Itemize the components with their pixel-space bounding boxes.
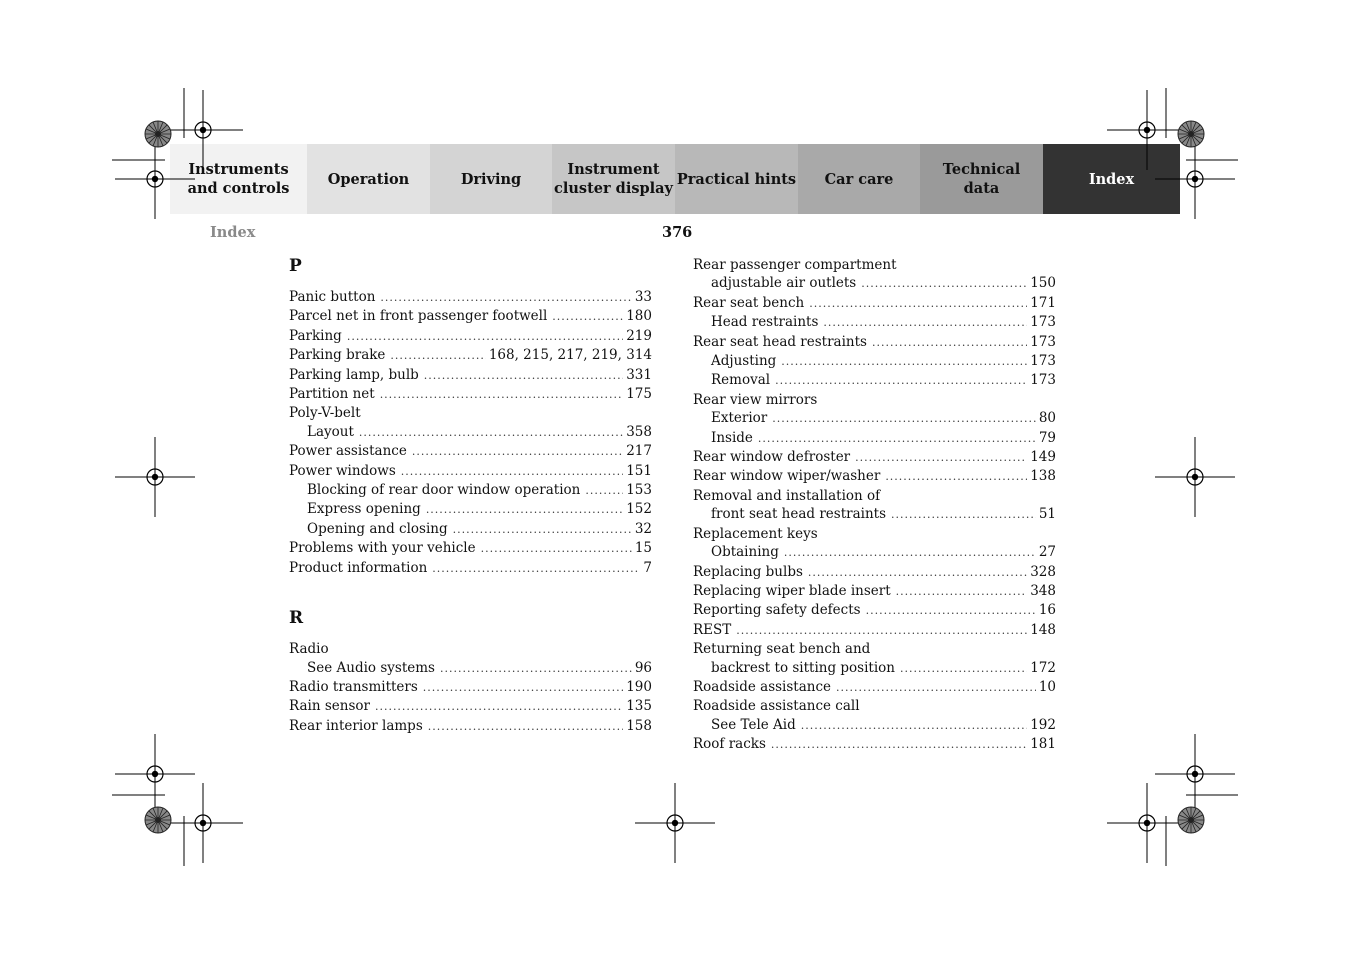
registration-mark-icon	[1155, 437, 1235, 517]
page-ref: 32	[634, 520, 652, 537]
page-ref: 219	[626, 327, 652, 344]
page-ref: 150	[1030, 275, 1056, 292]
tab-operation[interactable]: Operation	[307, 144, 430, 214]
page-ref: 135	[626, 698, 652, 715]
page-ref: 173	[1030, 314, 1056, 331]
page-ref: 158	[626, 717, 652, 734]
page-ref: 192	[1030, 716, 1056, 733]
entry-label: adjustable air outlets	[711, 275, 857, 292]
page-ref: 358	[626, 423, 652, 440]
entry-label: Radio transmitters	[289, 678, 418, 695]
index-group-heading: Returning seat bench and	[693, 641, 871, 658]
registration-mark-icon	[163, 783, 243, 863]
tab-technical-data[interactable]: Technical data	[920, 144, 1043, 214]
registration-mark-icon	[115, 139, 195, 219]
entry-label: REST	[693, 621, 732, 638]
entry-label: Obtaining	[711, 544, 779, 561]
entry-label: Problems with your vehicle	[289, 540, 476, 557]
index-group-heading: Poly-V-belt	[289, 405, 361, 422]
page-ref: 16	[1038, 602, 1056, 619]
page-ref: 181	[1030, 736, 1056, 753]
color-rosette-icon	[145, 121, 171, 147]
page-ref: 173	[1030, 372, 1056, 389]
page-ref: 180	[626, 308, 652, 325]
page-ref: 348	[1030, 582, 1056, 599]
page-ref: 138	[1030, 468, 1056, 485]
page-ref: 171	[1030, 294, 1056, 311]
registration-mark-icon	[1107, 783, 1187, 863]
entry-label: Rear seat bench	[693, 294, 805, 311]
entry-label: Reporting safety defects	[693, 602, 861, 619]
page-ref: 173	[1030, 353, 1056, 370]
entry-label: Panic button	[289, 289, 376, 305]
tab-driving[interactable]: Driving	[430, 144, 552, 214]
entry-label: Parking lamp, bulb	[289, 366, 419, 383]
registration-mark-icon	[635, 783, 715, 863]
page-ref: 217	[626, 443, 652, 460]
entry-label: Rear seat head restraints	[693, 333, 867, 350]
page-ref: 153	[626, 482, 652, 499]
page-ref: 79	[1038, 429, 1056, 446]
letter-heading-p: P	[289, 256, 302, 276]
entry-label: Rear window wiper/washer	[693, 468, 881, 485]
entry-label: Product information	[289, 559, 428, 576]
page-ref: 175	[626, 386, 652, 403]
page-ref: 10	[1038, 678, 1056, 695]
page-ref: 51	[1038, 506, 1056, 523]
entry-label: front seat head restraints	[711, 506, 886, 523]
entry-label: Partition net	[289, 386, 375, 403]
entry-label: Exterior	[711, 410, 768, 427]
section-label: Index	[210, 224, 256, 241]
letter-heading-r: R	[289, 608, 304, 629]
entry-label: Roof racks	[693, 736, 766, 753]
registration-mark-icon	[1107, 90, 1187, 170]
entry-label: Roadside assistance	[693, 678, 832, 695]
tab-instruments-and-controls[interactable]: Instruments and controls	[170, 144, 307, 214]
tab-instrument-cluster-display[interactable]: Instrument cluster display	[552, 144, 675, 214]
entry-label: Layout	[307, 423, 354, 440]
page-ref: 33	[634, 289, 652, 305]
entry-label: Parking brake	[289, 347, 386, 364]
registration-mark-icon	[1155, 139, 1235, 219]
entry-label: Express opening	[307, 501, 421, 518]
entry-label: Replacing bulbs	[693, 563, 803, 580]
page-ref: 152	[626, 501, 652, 518]
registration-mark-icon	[115, 734, 195, 814]
registration-mark-icon	[1155, 734, 1235, 814]
color-rosette-icon	[145, 807, 171, 833]
entry-label: Removal	[711, 372, 771, 389]
entry-label: Rear window defroster	[693, 449, 851, 466]
index-group-heading: Removal and installation of	[693, 487, 881, 504]
entry-label: See Tele Aid	[711, 716, 796, 733]
page-ref: 168, 215, 217, 219, 314	[488, 347, 652, 364]
page-ref: 80	[1038, 410, 1056, 427]
registration-mark-icon	[115, 437, 195, 517]
registration-mark-icon	[163, 90, 243, 170]
index-group-heading: Rear passenger compartment	[693, 257, 897, 273]
color-rosette-icon	[1178, 807, 1204, 833]
page-ref: 96	[634, 659, 652, 676]
tab-index-active[interactable]: Index	[1043, 144, 1180, 214]
entry-label: backrest to sitting position	[711, 659, 895, 676]
page-ref: 148	[1030, 621, 1056, 638]
page-ref: 151	[626, 462, 652, 479]
entry-label: Rear interior lamps	[289, 717, 423, 734]
page-ref: 7	[643, 559, 652, 576]
entry-label: Opening and closing	[307, 520, 448, 537]
page-ref: 331	[626, 366, 652, 383]
index-group-heading: Rear view mirrors	[693, 391, 818, 408]
page-ref: 190	[626, 678, 652, 695]
tab-practical-hints[interactable]: Practical hints	[675, 144, 798, 214]
entry-label: Power assistance	[289, 443, 407, 460]
entry-label: Rain sensor	[289, 698, 370, 715]
color-rosette-icon	[1178, 121, 1204, 147]
page-ref: 173	[1030, 333, 1056, 350]
index-group-heading: Radio	[289, 641, 329, 658]
index-group-heading: Roadside assistance call	[693, 698, 860, 715]
page-ref: 172	[1030, 659, 1056, 676]
entry-label: Parcel net in front passenger footwell	[289, 308, 548, 325]
page-ref: 15	[634, 540, 652, 557]
entry-label: Head restraints	[711, 314, 819, 331]
entry-label: Parking	[289, 327, 342, 344]
entry-label: See Audio systems	[307, 659, 435, 676]
entry-label: Inside	[711, 429, 753, 446]
entry-label: Adjusting	[711, 353, 777, 370]
page-number: 376	[662, 224, 693, 241]
tab-car-care[interactable]: Car care	[798, 144, 920, 214]
entry-label: Blocking of rear door window operation	[307, 482, 581, 499]
index-group-heading: Replacement keys	[693, 525, 818, 542]
entry-label: Power windows	[289, 462, 396, 479]
page-ref: 328	[1030, 563, 1056, 580]
page-ref: 149	[1030, 449, 1056, 466]
entry-label: Replacing wiper blade insert	[693, 582, 891, 599]
page-ref: 27	[1038, 544, 1056, 561]
